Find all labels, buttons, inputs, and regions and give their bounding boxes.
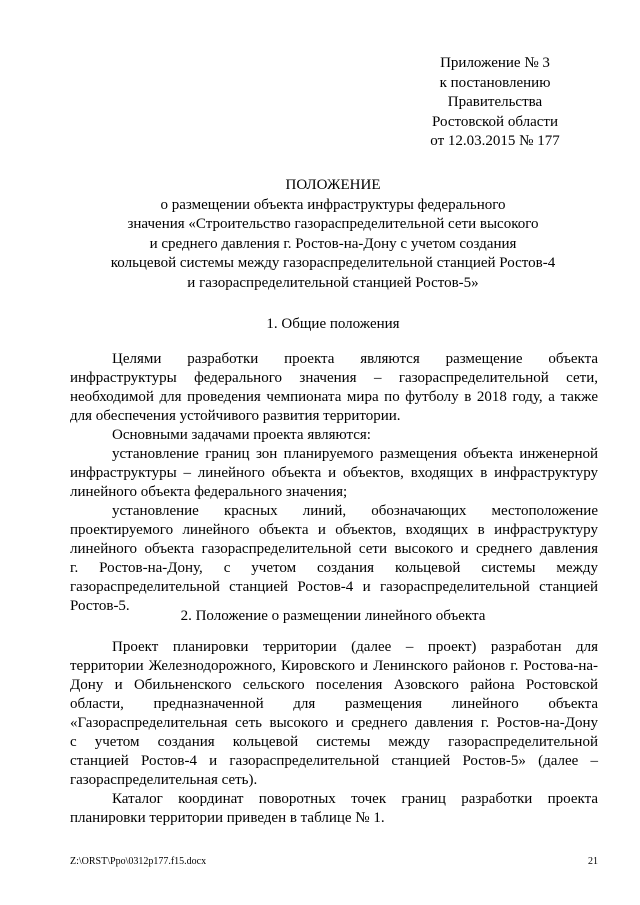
- document-title: [60, 176, 606, 293]
- section-body-placement: [70, 638, 598, 828]
- title-line: о размещении объекта инфраструктуры федерального: [160, 196, 506, 213]
- body-line: газораспределительной станцией Ростов-4 и газораспределительной станцией: [70, 579, 598, 595]
- body-line: Каталог координат поворотных точек границ разработки проекта: [112, 791, 598, 807]
- title-line: значения «Строительство газораспределительной сети высокого: [127, 216, 539, 232]
- body-line: проектируемого линейного объекта и объектов, входящих в инфраструктуру: [70, 522, 598, 538]
- body-line: установление границ зон планируемого размещения объекта инженерной: [112, 446, 598, 462]
- body-line: линейного объекта федерального значения;: [70, 484, 348, 500]
- body-line: Ростов-5.: [70, 598, 130, 614]
- body-line: Проект планировки территории (далее – проект) разработан для: [112, 639, 598, 655]
- body-line: газораспределительная сеть).: [70, 772, 258, 788]
- title-main: ПОЛОЖЕНИЕ: [285, 177, 381, 193]
- body-line: «Газораспределительная сеть высокого и среднего давления г. Ростов-на-Дону: [70, 715, 598, 731]
- footer-file-path: Z:\ORST\Ppo\0312p177.f15.docx: [70, 856, 207, 867]
- body-line: области, предназначенной для размещения линейного объекта: [70, 696, 598, 712]
- appendix-line: Ростовской области: [432, 113, 558, 130]
- page-number: 21: [588, 856, 598, 867]
- appendix-line: Правительства: [447, 94, 543, 110]
- body-line: необходимой для проведения чемпионата мира по футболу в 2018 году, а также: [70, 389, 598, 405]
- body-line: г. Ростов-на-Дону, с учетом создания кольцевой системы между: [70, 560, 598, 576]
- body-line: с учетом создания кольцевой системы между газораспределительной: [70, 734, 598, 750]
- body-line: инфраструктуры – линейного объекта и объектов, входящих в инфраструктуру: [70, 465, 598, 481]
- body-line: территории Железнодорожного, Кировского и Ленинского районов г. Ростова-на-: [70, 658, 598, 674]
- section-body-general: [70, 350, 598, 616]
- appendix-line: от 12.03.2015 № 177: [430, 133, 560, 149]
- section-heading-placement: 2. Положение о размещении линейного объекта: [180, 608, 486, 624]
- body-line: Дону и Обильненского сельского поселения Азовского района Ростовской: [70, 677, 598, 693]
- section-heading-general: 1. Общие положения: [266, 316, 400, 332]
- appendix-line: к постановлению: [439, 74, 551, 91]
- body-line: для обеспечения устойчивого развития территории.: [70, 408, 401, 424]
- title-line: и газораспределительной станцией Ростов-5»: [187, 274, 479, 291]
- body-line: Целями разработки проекта являются размещение объекта: [112, 351, 598, 367]
- appendix-header: [380, 54, 610, 152]
- body-line: линейного объекта газораспределительной сети высокого и среднего давления: [70, 541, 598, 557]
- body-line: планировки территории приведен в таблице № 1.: [70, 810, 385, 826]
- appendix-line: Приложение № 3: [440, 55, 550, 71]
- body-line: инфраструктуры федерального значения – газораспределительной сети,: [70, 370, 598, 386]
- body-line: Основными задачами проекта являются:: [112, 427, 371, 443]
- title-line: и среднего давления г. Ростов-на-Дону с учетом создания: [149, 235, 517, 252]
- title-line: кольцевой системы между газораспределительной станцией Ростов-4: [110, 255, 556, 271]
- body-line: установление красных линий, обозначающих местоположение: [112, 503, 598, 519]
- body-line: станцией Ростов-4 и газораспределительной станцией Ростов-5» (далее –: [70, 753, 598, 769]
